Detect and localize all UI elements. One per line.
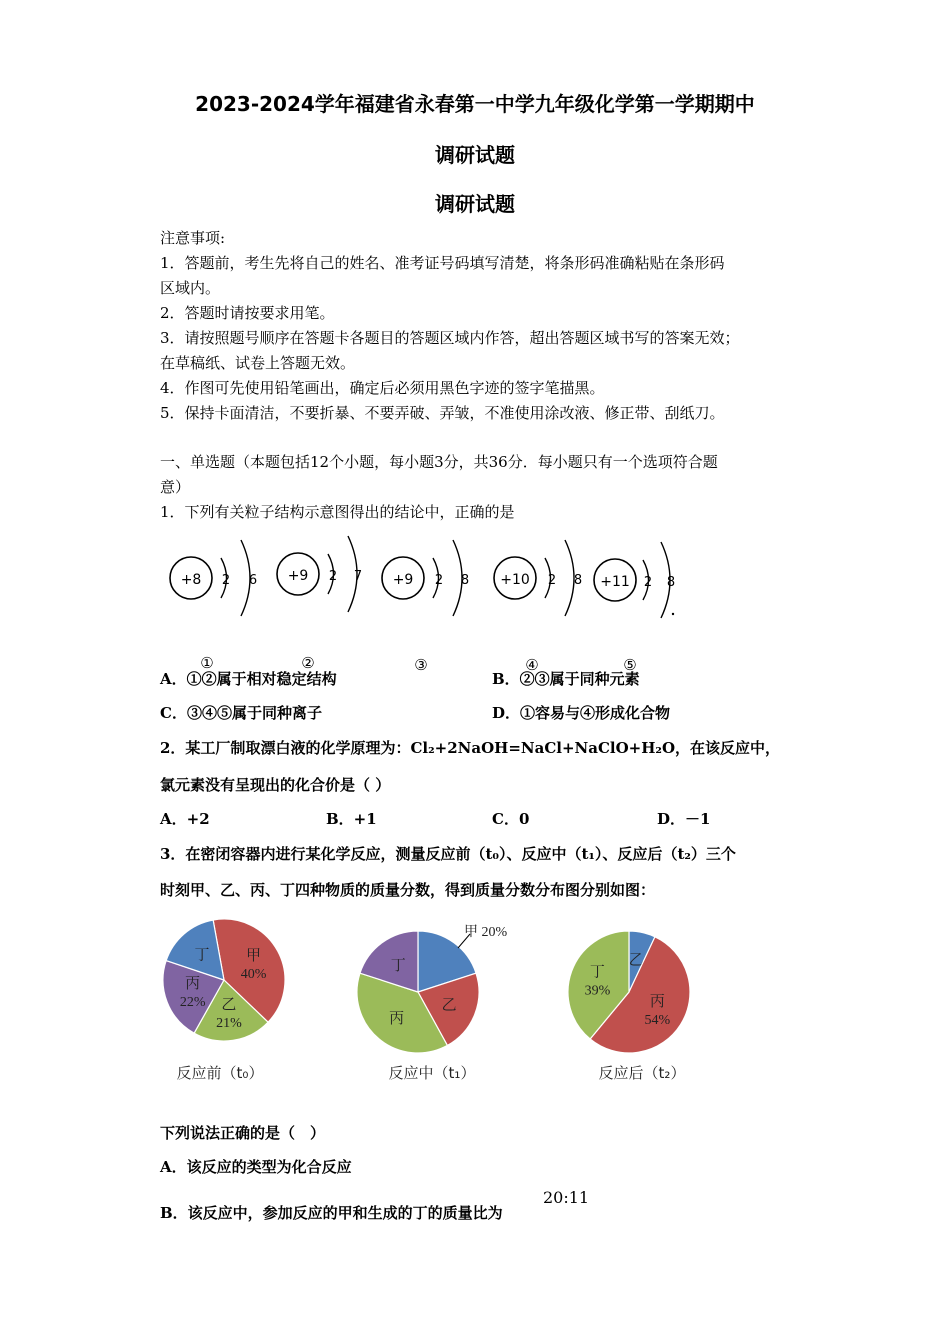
pie-charts (150, 912, 720, 1092)
q3-option-a[interactable]: A．该反应的类型为化合反应 (160, 1158, 352, 1176)
section-heading-cont: 意） (160, 478, 191, 496)
svg-text:②: ② (301, 654, 315, 672)
pie-0-slice-label-0: 甲 (246, 946, 262, 965)
q1-option-c[interactable]: C．③④⑤属于同种离子 (160, 704, 322, 722)
q3-question: 下列说法正确的是（ ） (160, 1124, 326, 1142)
q2-stem-cont: 氯元素没有呈现出的化合价是（ ） (160, 776, 391, 794)
notice-item: 1．答题前，考生先将自己的姓名、准考证号码填写清楚，将条形码准确粘贴在条形码 (160, 254, 725, 272)
q2-option-b[interactable]: B．+1 (326, 810, 377, 828)
pie-0-slice-label-2: 丙 (185, 974, 201, 993)
notice-item: 4．作图可先使用铅笔画出，确定后必须用黑色字迹的签字笔描黑。 (160, 379, 605, 397)
pie-2-title: 反应后（t₂） (598, 1064, 686, 1082)
pie-1-slice-label-3: 丁 (390, 955, 406, 974)
svg-text:④: ④ (525, 656, 539, 674)
q3-option-b-ratio: 20:11 (543, 1188, 590, 1207)
svg-text:①: ① (200, 654, 214, 672)
atom-diagram-5 (594, 542, 675, 674)
page-title: 2023-2024学年福建省永春第一中学九年级化学第一学期期中 (195, 92, 755, 116)
svg-text:8: 8 (573, 573, 583, 588)
notice-item: 5．保持卡面清洁，不要折暴、不要弄破、弄皱，不准使用涂改液、修正带、刮纸刀。 (160, 404, 725, 422)
pie-2-slice-label-2: 丁 (589, 962, 605, 981)
pie-0-value-label-2: 22% (179, 995, 206, 1011)
q3-stem: 3．在密闭容器内进行某化学反应，测量反应前（t₀）、反应中（t₁）、反应后（t₂）三个 (160, 845, 736, 863)
section-heading: 一、单选题（本题包括12个小题，每小题3分，共36分．每小题只有一个选项符合题 (160, 453, 718, 471)
notice-heading: 注意事项: (160, 229, 226, 247)
q1-option-d[interactable]: D．①容易与④形成化合物 (492, 704, 671, 722)
svg-text:2: 2 (221, 573, 231, 588)
svg-text:⑤: ⑤ (623, 656, 637, 674)
page-subtitle: 调研试题 (435, 192, 515, 216)
svg-text:+8: +8 (180, 572, 202, 588)
q2-option-a[interactable]: A．+2 (160, 810, 210, 828)
pie-2-slice-label-1: 丙 (649, 991, 665, 1010)
pie-1-callout: 甲 20% (464, 925, 508, 940)
svg-text:2: 2 (643, 575, 653, 590)
q2-option-d[interactable]: D．－1 (657, 810, 711, 828)
svg-text:2: 2 (434, 573, 444, 588)
pie-0-value-label-0: 40% (240, 967, 267, 983)
q3-option-b[interactable]: B．该反应中，参加反应的甲和生成的丁的质量比为 (160, 1204, 503, 1222)
pie-2-slice-label-0: 乙 (628, 950, 644, 969)
svg-text:+10: +10 (500, 572, 530, 588)
svg-text:8: 8 (666, 575, 676, 590)
notice-item: 在草稿纸、试卷上答题无效。 (160, 354, 356, 372)
pie-0-value-label-1: 21% (216, 1016, 242, 1032)
pie-0-title: 反应前（t₀） (176, 1064, 264, 1082)
q1-option-a[interactable]: A．①②属于相对稳定结构 (160, 670, 337, 688)
svg-text:③: ③ (414, 656, 428, 674)
svg-text:7: 7 (353, 569, 363, 584)
atom-diagrams (155, 532, 695, 674)
atom-diagram-4 (494, 540, 582, 674)
notice-item: 区域内。 (160, 279, 221, 297)
q1-stem: 1．下列有关粒子结构示意图得出的结论中，正确的是 (160, 503, 515, 521)
pie-0-slice-label-1: 乙 (221, 995, 237, 1014)
pie-1-title: 反应中（t₁） (388, 1064, 476, 1082)
pie-2-value-label-1: 54% (644, 1012, 671, 1028)
q2-option-c[interactable]: C．0 (492, 810, 530, 828)
svg-text:+9: +9 (287, 568, 309, 584)
atom-diagram-3 (382, 540, 469, 674)
q3-stem-cont: 时刻甲、乙、丙、丁四种物质的质量分数，得到质量分数分布图分别如图： (160, 881, 656, 899)
svg-text:2: 2 (328, 569, 338, 584)
svg-text:+9: +9 (392, 572, 414, 588)
pie-0-slice-label-3: 丁 (194, 945, 210, 964)
pie-2-value-label-2: 39% (584, 983, 611, 999)
notice-item: 2．答题时请按要求用笔。 (160, 304, 335, 322)
atom-diagram-1 (170, 540, 257, 672)
atom-diagram-2 (277, 536, 362, 672)
notice-item: 3．请按照题号顺序在答题卡各题目的答题区域内作答，超出答题区域书写的答案无效； (160, 329, 740, 347)
svg-text:2: 2 (547, 573, 557, 588)
svg-text:8: 8 (460, 573, 470, 588)
svg-text:6: 6 (248, 573, 258, 588)
q1-option-b[interactable]: B．②③属于同种元素 (492, 670, 640, 688)
page-title-line2: 调研试题 (435, 143, 515, 167)
pie-1-slice-label-2: 丙 (389, 1008, 405, 1027)
q2-stem: 2．某工厂制取漂白液的化学原理为：Cl₂+2NaOH=NaCl+NaClO+H₂O，在该反应中， (160, 739, 781, 757)
svg-text:+11: +11 (600, 574, 630, 590)
pie-1-slice-label-1: 乙 (441, 995, 457, 1014)
